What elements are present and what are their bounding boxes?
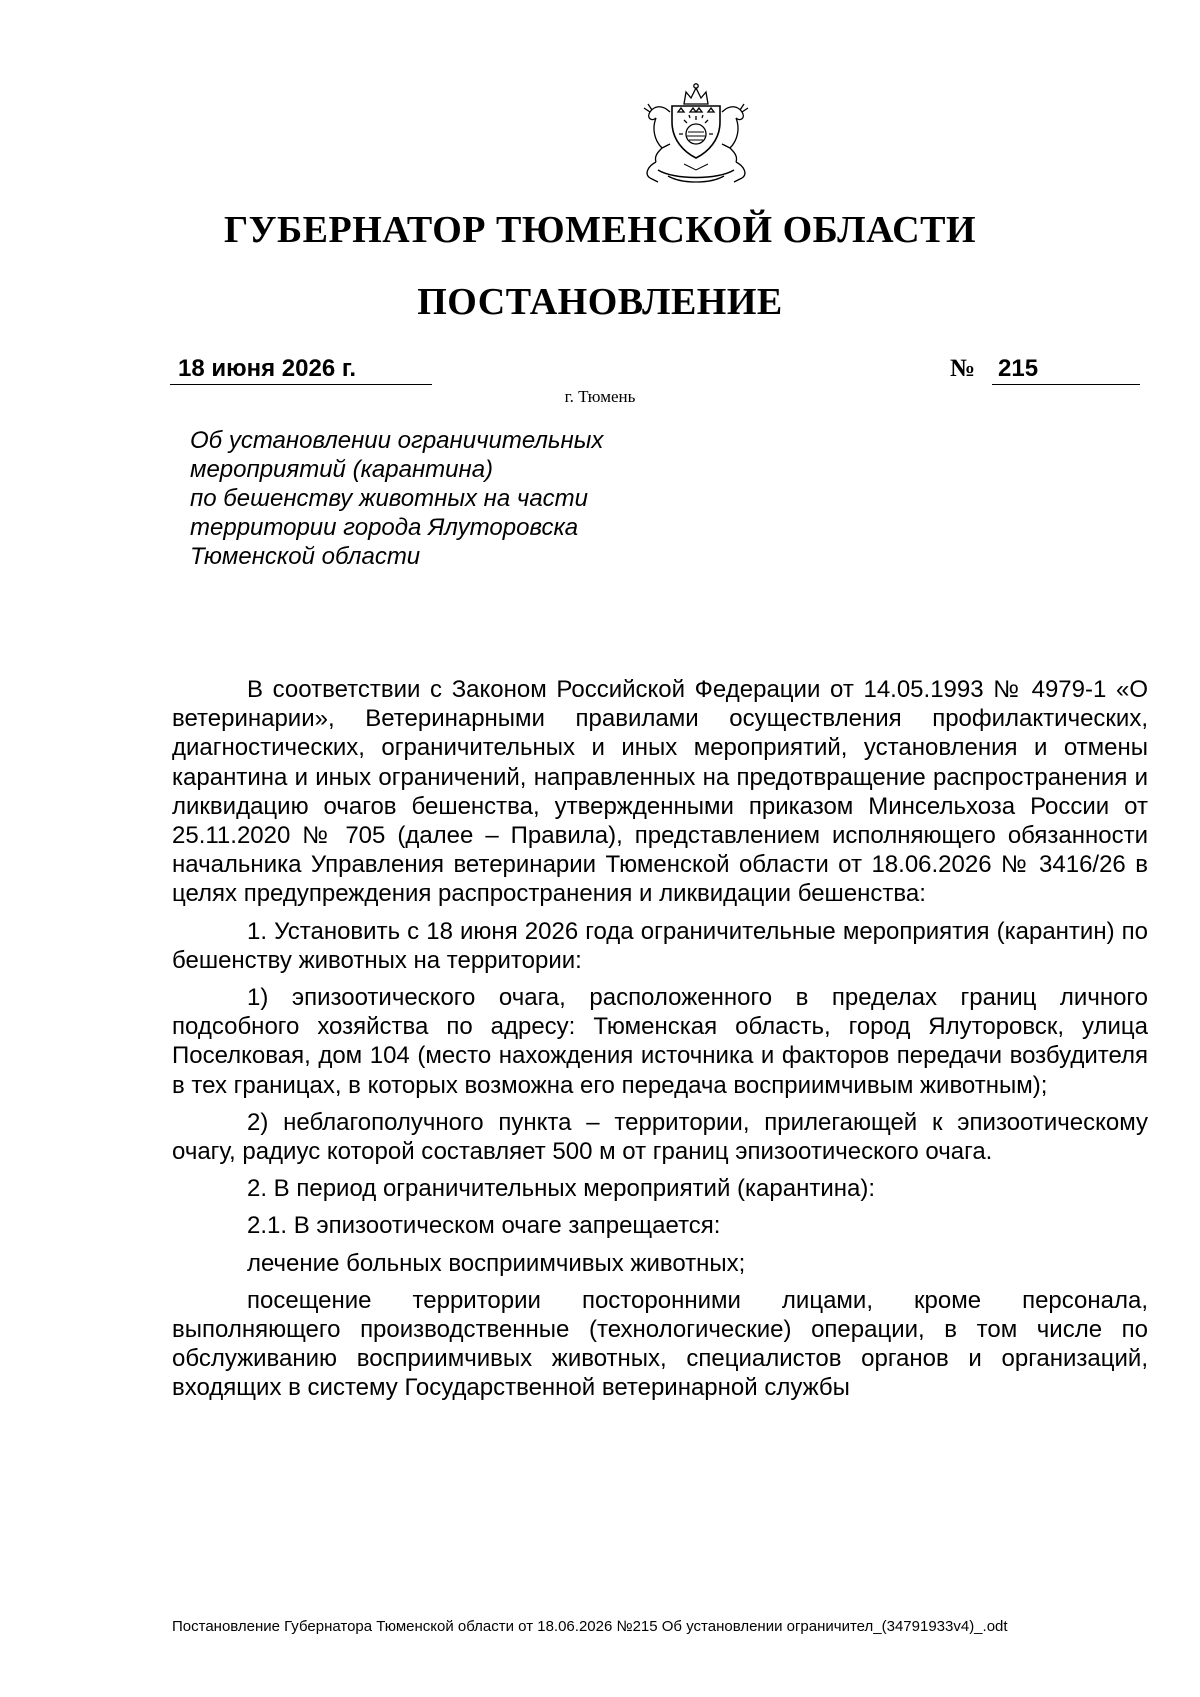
tyumen-coat-of-arms-icon [598,82,794,190]
document-body [172,675,1148,1403]
body-paragraph-item-1-1: 1) эпизоотического очага, расположенного в пределах границ личного подсобного хозяйства по адресу: Тюменская область, город Ялуторовск, улица Поселковая, дом 104 (место нахождения источника и факторов передачи возбудителя в тех границах, в которых возможна его передача восприимчивым животным); [172,984,1148,1099]
number-sign: № [950,355,976,382]
subject-line: Об установлении ограничительных [190,427,604,454]
document-number-value: 215 [992,355,1140,385]
subject-line: Тюменской области [190,543,421,570]
document-type-title: ПОСТАНОВЛЕНИЕ [417,281,783,323]
body-paragraph-prohibition-2: посещение территории посторонними лицами, кроме персонала, выполняющего производственные (технологические) операции, в том числе по обслуживанию восприимчивых животных, специалистов органов и организаций, входящих в систему Государственной ветеринарной службы [172,1286,1148,1402]
document-subject [190,426,710,571]
body-paragraph-prohibition-1: лечение больных восприимчивых животных; [247,1249,746,1277]
body-paragraph-item-1-2: 2) неблагополучного пункта – территории, прилегающей к эпизоотическому очагу, радиус которой составляет 500 м от границ эпизоотического очага. [172,1108,1148,1166]
body-paragraph-item-2: 2. В период ограничительных мероприятий (карантина): [247,1175,876,1203]
subject-line: территории города Ялуторовска [190,514,579,541]
footer-filename: Постановление Губернатора Тюменской области от 18.06.2026 №215 Об установлении ограничител_(34791933v4)_.odt [172,1618,1008,1635]
subject-line: по бешенству животных на части [190,485,589,512]
body-paragraph-preamble: В соответствии с Законом Российской Федерации от 14.05.1993 № 4979-1 «О ветеринарии», Ветеринарными правилами осуществления профилактических, диагностических, ограничительных и иных мероприятий, установления и отмены карантина и иных ограничений, направленных на предотвращение распространения и ликвидацию очагов бешенства, утвержденными приказом Минсельхоза России от 25.11.2020 № 705 (далее – Правила), представлением исполняющего обязанности начальника Управления ветеринарии Тюменской области от 18.06.2026 № 3416/26 в целях предупреждения распространения и ликвидации бешенства: [172,676,1148,908]
subject-line: мероприятий (карантина) [190,456,494,483]
authority-title: ГУБЕРНАТОР ТЮМЕНСКОЙ ОБЛАСТИ [223,209,977,251]
document-city: г. Тюмень [564,387,636,406]
body-paragraph-item-2-1: 2.1. В эпизоотическом очаге запрещается: [247,1212,721,1240]
document-date-value: 18 июня 2026 г. [178,355,357,382]
document-date [170,355,432,385]
body-paragraph-item-1: 1. Установить с 18 июня 2026 года ограничительные мероприятия (карантин) по бешенству животных на территории: [172,917,1148,974]
document-number [950,355,1140,385]
